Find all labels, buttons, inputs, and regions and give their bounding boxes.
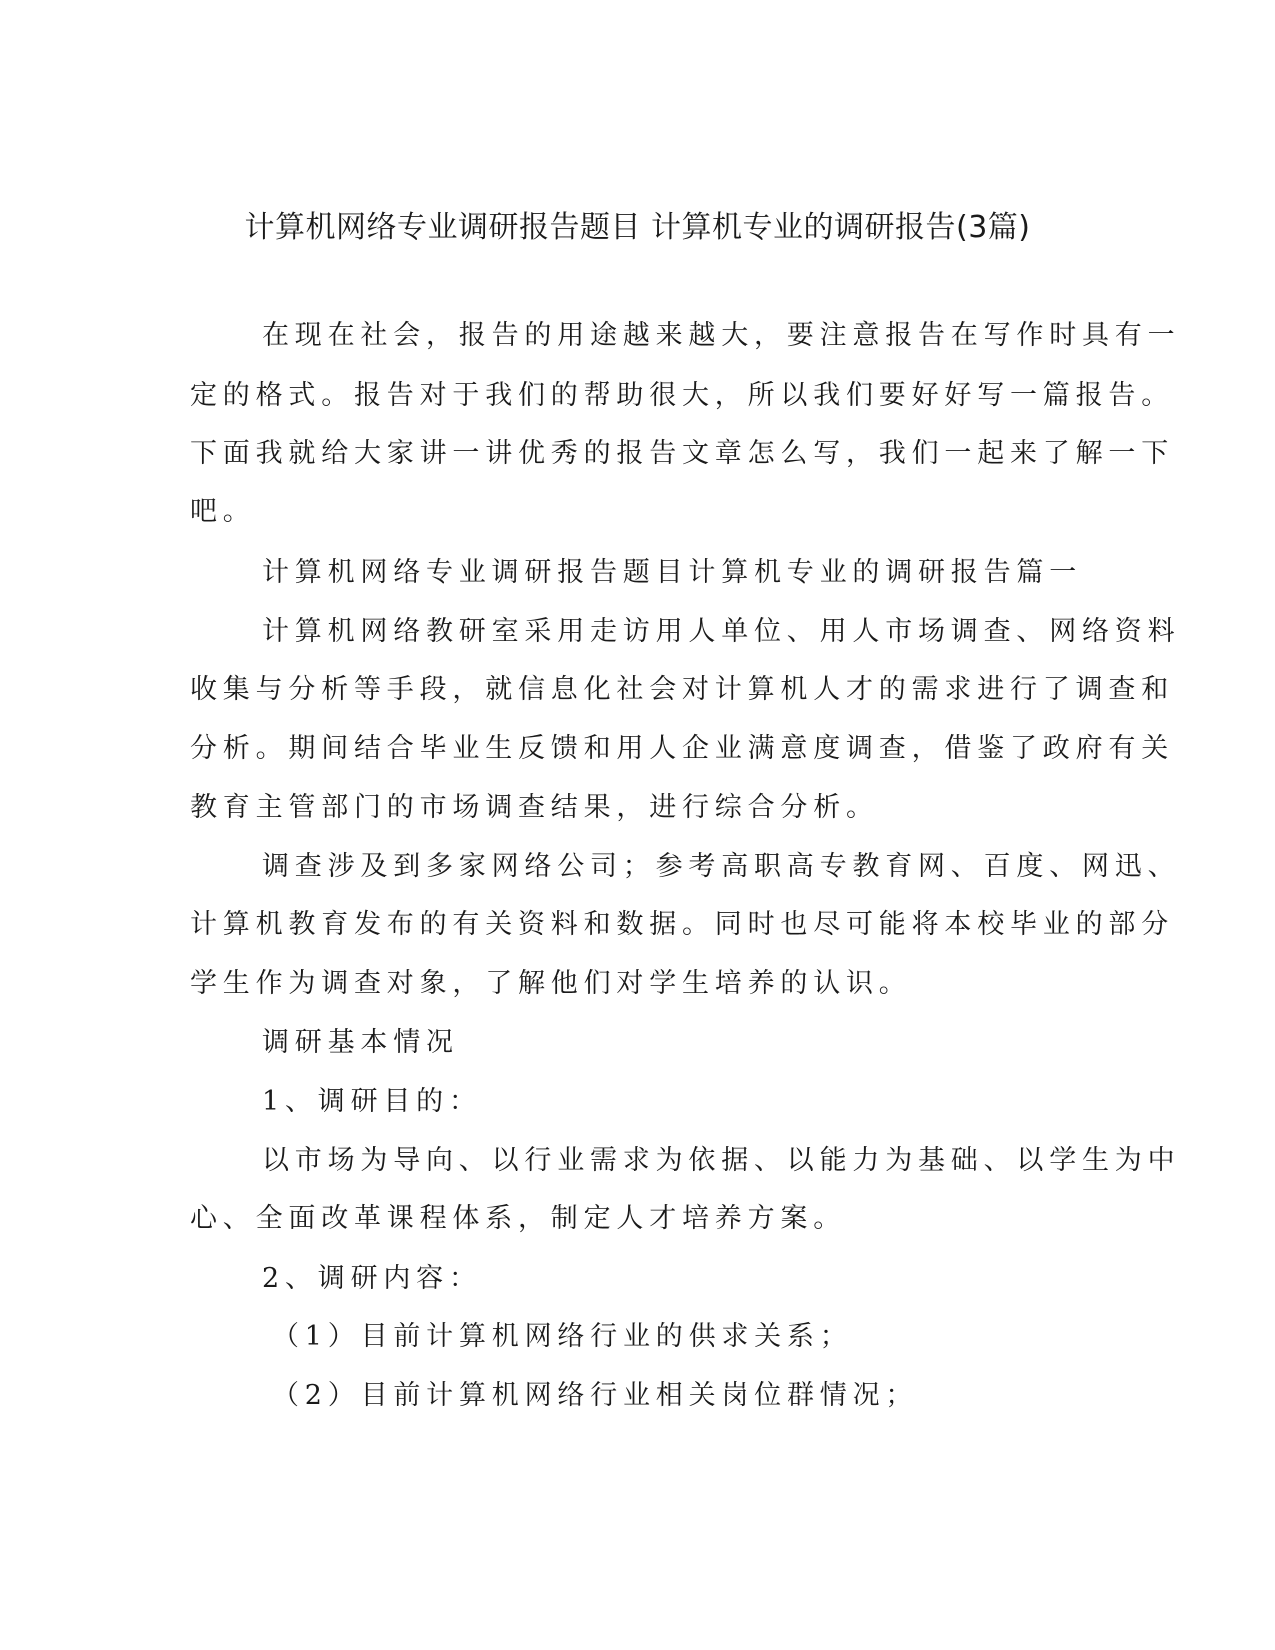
subsection-heading: 2、调研内容： xyxy=(262,1263,482,1294)
paragraph-line: 分析。期间结合毕业生反馈和用人企业满意度调查，借鉴了政府有关 xyxy=(190,733,1174,764)
subsection-heading: 1、调研目的： xyxy=(262,1086,482,1117)
document-title: 计算机网络专业调研报告题目 计算机专业的调研报告(3篇) xyxy=(244,210,1031,245)
section-heading: 计算机网络专业调研报告题目计算机专业的调研报告篇一 xyxy=(262,557,1082,588)
paragraph-line: 计算机教育发布的有关资料和数据。同时也尽可能将本校毕业的部分 xyxy=(190,909,1174,940)
paragraph-line: 调查涉及到多家网络公司；参考高职高专教育网、百度、网迅、 xyxy=(262,851,1181,882)
paragraph-line: 下面我就给大家讲一讲优秀的报告文章怎么写，我们一起来了解一下 xyxy=(190,438,1174,469)
paragraph-line: 学生作为调查对象，了解他们对学生培养的认识。 xyxy=(190,968,912,999)
paragraph-line: 教育主管部门的市场调查结果，进行综合分析。 xyxy=(190,792,879,823)
list-item: （2）目前计算机网络行业相关岗位群情况； xyxy=(272,1380,919,1411)
paragraph-line: 心、全面改革课程体系，制定人才培养方案。 xyxy=(190,1203,846,1234)
paragraph-line: 吧。 xyxy=(190,496,256,527)
paragraph-line: 计算机网络教研室采用走访用人单位、用人市场调查、网络资料 xyxy=(262,616,1181,647)
paragraph-line: 收集与分析等手段，就信息化社会对计算机人才的需求进行了调查和 xyxy=(190,674,1174,705)
section-heading: 调研基本情况 xyxy=(262,1027,459,1058)
paragraph-line: 以市场为导向、以行业需求为依据、以能力为基础、以学生为中 xyxy=(262,1145,1181,1176)
paragraph-line: 定的格式。报告对于我们的帮助很大，所以我们要好好写一篇报告。 xyxy=(190,380,1174,411)
list-item: （1）目前计算机网络行业的供求关系； xyxy=(272,1321,853,1352)
paragraph-line: 在现在社会，报告的用途越来越大，要注意报告在写作时具有一 xyxy=(262,320,1181,351)
